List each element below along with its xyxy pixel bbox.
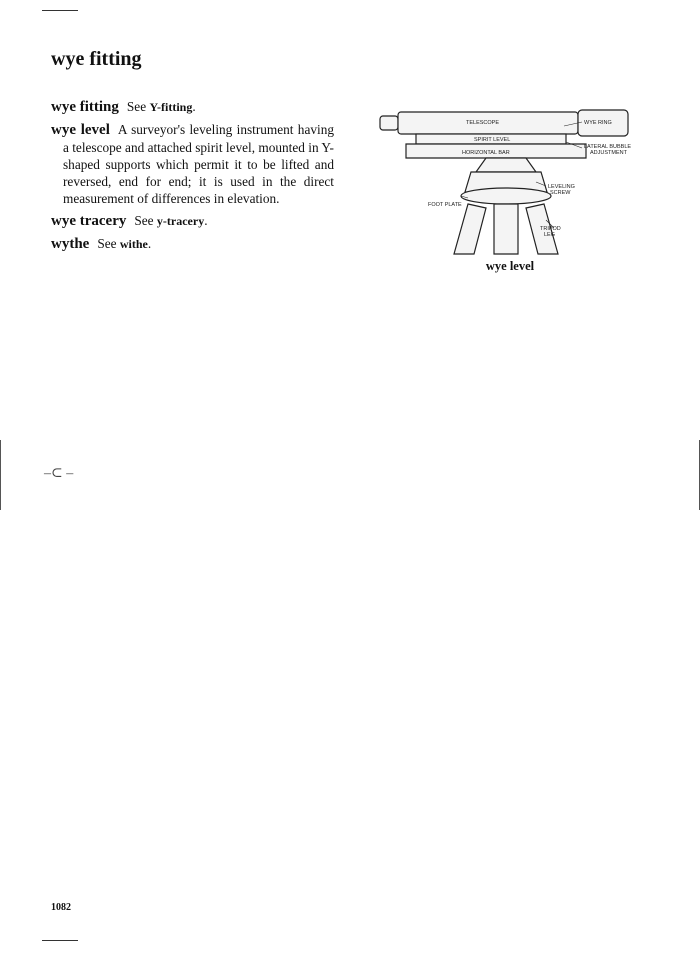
label-adjustment: ADJUSTMENT: [590, 150, 627, 156]
headword: wye fitting: [51, 99, 119, 115]
headword: wythe: [51, 236, 90, 252]
punctuation: .: [204, 213, 208, 228]
cross-reference: y-tracery: [156, 214, 205, 228]
label-screw: SCREW: [550, 190, 571, 196]
label-leg: LEG: [544, 232, 556, 238]
label-tripod: TRIPOD: [540, 226, 561, 232]
label-leveling: LEVELING: [548, 184, 575, 190]
cross-reference: withe: [119, 237, 148, 251]
bottom-crop-rule: [42, 940, 78, 941]
top-crop-rule: [42, 10, 78, 11]
page-number: 1082: [51, 902, 71, 913]
entry-wythe: [51, 235, 334, 253]
definition: See: [134, 213, 157, 228]
figure-caption: wye level: [485, 259, 535, 273]
entry-wye-fitting: [51, 98, 334, 116]
crop-mark-left: [0, 440, 1, 510]
punctuation: .: [147, 236, 152, 251]
headword: wye tracery: [51, 213, 127, 229]
label-lateral-bubble: LATERAL BUBBLE: [584, 144, 632, 150]
cross-reference: Y-fitting: [149, 100, 193, 114]
entry-list: [51, 98, 334, 258]
entry-wye-tracery: [51, 212, 334, 230]
label-horizontal-bar: HORIZONTAL BAR: [462, 150, 510, 156]
label-wye-ring: WYE RING: [584, 120, 612, 126]
wye-level-illustration: [376, 100, 644, 260]
definition: See: [97, 236, 120, 251]
headword: wye level: [51, 122, 110, 138]
label-telescope: TELESCOPE: [466, 120, 500, 126]
page-title: wye fitting: [51, 48, 142, 70]
label-foot-plate: FOOT PLATE: [428, 202, 462, 208]
registration-mark-icon: –⊂ –: [44, 466, 74, 481]
definition: A surveyor's leveling instrument having a telescope and attached spirit level, mounted in Y-shaped supports which permit it to be lifted and reversed, end for end; it is used in the direct measurement of differences in elevation.: [63, 122, 334, 206]
entry-wye-level: [51, 121, 334, 207]
label-spirit-level: SPIRIT LEVEL: [474, 137, 511, 143]
punctuation: .: [192, 99, 196, 114]
definition: See: [126, 99, 150, 114]
